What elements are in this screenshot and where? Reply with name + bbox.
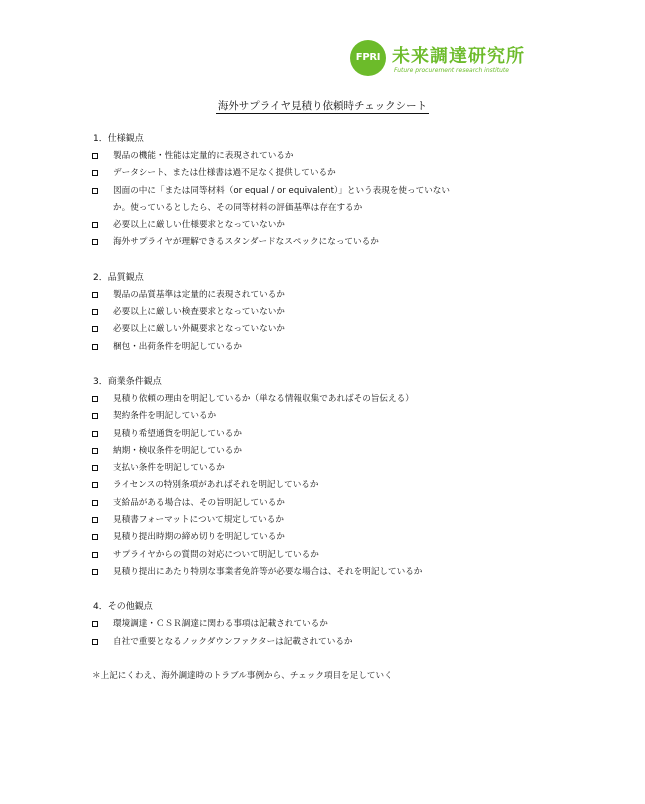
- checkbox-icon[interactable]: [92, 344, 98, 350]
- checklist-item: [86, 321, 566, 338]
- checklist-item: [86, 304, 566, 321]
- item-text: 見積り依頼の理由を明記しているか（単なる情報収集であればその旨伝える）: [113, 393, 414, 404]
- checklist-item: [86, 408, 566, 425]
- item-text: 支払い条件を明記しているか: [113, 463, 225, 474]
- checkbox-icon[interactable]: [92, 482, 98, 488]
- item-text: 図面の中に「または同等材料（or equal / or equivalent）」という表現を使っていない: [113, 185, 450, 196]
- item-text: 製品の品質基準は定量的に表現されているか: [113, 289, 285, 300]
- item-text: データシート、または仕様書は過不足なく提供しているか: [113, 168, 336, 179]
- checkbox-icon[interactable]: [92, 396, 98, 402]
- fpri-logo: [350, 40, 565, 80]
- checkbox-icon[interactable]: [92, 153, 98, 159]
- item-text: 見積書フォーマットについて規定しているか: [113, 515, 284, 526]
- checklist-item: [86, 287, 566, 304]
- checklist-item: [86, 547, 566, 564]
- footnote: ＊上記にくわえ、海外調達時のトラブル事例から、チェック項目を足していく: [92, 670, 393, 681]
- checkbox-icon[interactable]: [92, 431, 98, 437]
- page-title-wrap: [0, 98, 645, 113]
- checklist-item: [86, 616, 566, 633]
- checkbox-icon[interactable]: [92, 517, 98, 523]
- section-heading: 3．商業条件観点: [93, 376, 162, 387]
- checkbox-icon[interactable]: [92, 621, 98, 627]
- checkbox-icon[interactable]: [92, 222, 98, 228]
- item-text: 見積り提出時期の締め切りを明記しているか: [113, 532, 285, 543]
- checklist-item: [86, 234, 566, 251]
- section-heading: 1．仕様観点: [93, 134, 144, 144]
- item-continuation: か。使っているとしたら、その同等材料の評価基準は存在するか: [113, 202, 363, 213]
- checklist-item: [86, 529, 566, 546]
- checklist-item: [86, 443, 566, 460]
- checklist-item: [86, 148, 566, 165]
- logo-name: 未来調達研究所: [392, 46, 525, 67]
- item-text: 必要以上に厳しい仕様要求となっていないか: [113, 220, 285, 231]
- checkbox-icon[interactable]: [92, 413, 98, 419]
- checklist-item: [86, 564, 566, 581]
- checkbox-icon[interactable]: [92, 569, 98, 575]
- section-heading: 2．品質観点: [93, 272, 144, 283]
- item-text: 見積り希望通貨を明記しているか: [113, 428, 242, 439]
- section-quality: [86, 269, 566, 356]
- item-text: 見積り提出にあたり特別な事業者免許等が必要な場合は、それを明記しているか: [113, 566, 423, 577]
- checklist-item: [86, 391, 566, 408]
- item-text: 必要以上に厳しい外観要求となっていないか: [113, 324, 285, 335]
- item-text: 自社で重要となるノックダウンファクターは記載されているか: [113, 636, 353, 647]
- checkbox-icon[interactable]: [92, 239, 98, 245]
- checkbox-icon[interactable]: [92, 170, 98, 176]
- checklist-item: [86, 477, 566, 494]
- page-title: 海外サプライヤ見積り依頼時チェックシート: [217, 100, 428, 112]
- item-text: 契約条件を明記しているか: [113, 411, 217, 422]
- item-text: 納期・検収条件を明記しているか: [113, 445, 242, 456]
- checkbox-icon[interactable]: [92, 326, 98, 332]
- checklist-item: [86, 634, 566, 651]
- checkbox-icon[interactable]: [92, 639, 98, 645]
- section-other: [86, 598, 566, 651]
- checklist-item: [86, 183, 566, 200]
- checkbox-icon[interactable]: [92, 448, 98, 454]
- section-spec: [86, 130, 566, 252]
- item-text: 製品の機能・性能は定量的に表現されているか: [113, 151, 294, 161]
- checkbox-icon[interactable]: [92, 534, 98, 540]
- checkbox-icon[interactable]: [92, 552, 98, 558]
- checklist-item: [86, 339, 566, 356]
- section-commercial: [86, 373, 566, 581]
- item-text: 海外サプライヤが理解できるスタンダードなスペックになっているか: [113, 237, 379, 248]
- logo-subtitle: Future procurement research institute: [394, 67, 509, 74]
- item-text: 支給品がある場合は、その旨明記しているか: [113, 497, 285, 508]
- item-text: 環境調達・ＣＳＲ調達に関わる事項は記載されているか: [113, 619, 328, 630]
- checklist-item: [86, 426, 566, 443]
- checklist-item: [86, 165, 566, 182]
- checklist-item: [86, 512, 566, 529]
- checkbox-icon[interactable]: [92, 309, 98, 315]
- checklist-item: [86, 495, 566, 512]
- checkbox-icon[interactable]: [92, 500, 98, 506]
- checkbox-icon[interactable]: [92, 292, 98, 298]
- item-text: 必要以上に厳しい検査要求となっていないか: [113, 307, 285, 318]
- fpri-logo-mark: FPRI: [350, 40, 386, 76]
- checklist-item: [86, 217, 566, 234]
- checklist-item: [86, 460, 566, 477]
- item-text: ライセンスの特別条項があればそれを明記しているか: [113, 480, 319, 491]
- checklist: [86, 130, 566, 685]
- item-text: サプライヤからの質問の対応について明記しているか: [113, 549, 319, 560]
- checkbox-icon[interactable]: [92, 188, 98, 194]
- item-text: 梱包・出荷条件を明記しているか: [113, 341, 242, 352]
- checkbox-icon[interactable]: [92, 465, 98, 471]
- section-heading: 4．その他観点: [93, 602, 153, 613]
